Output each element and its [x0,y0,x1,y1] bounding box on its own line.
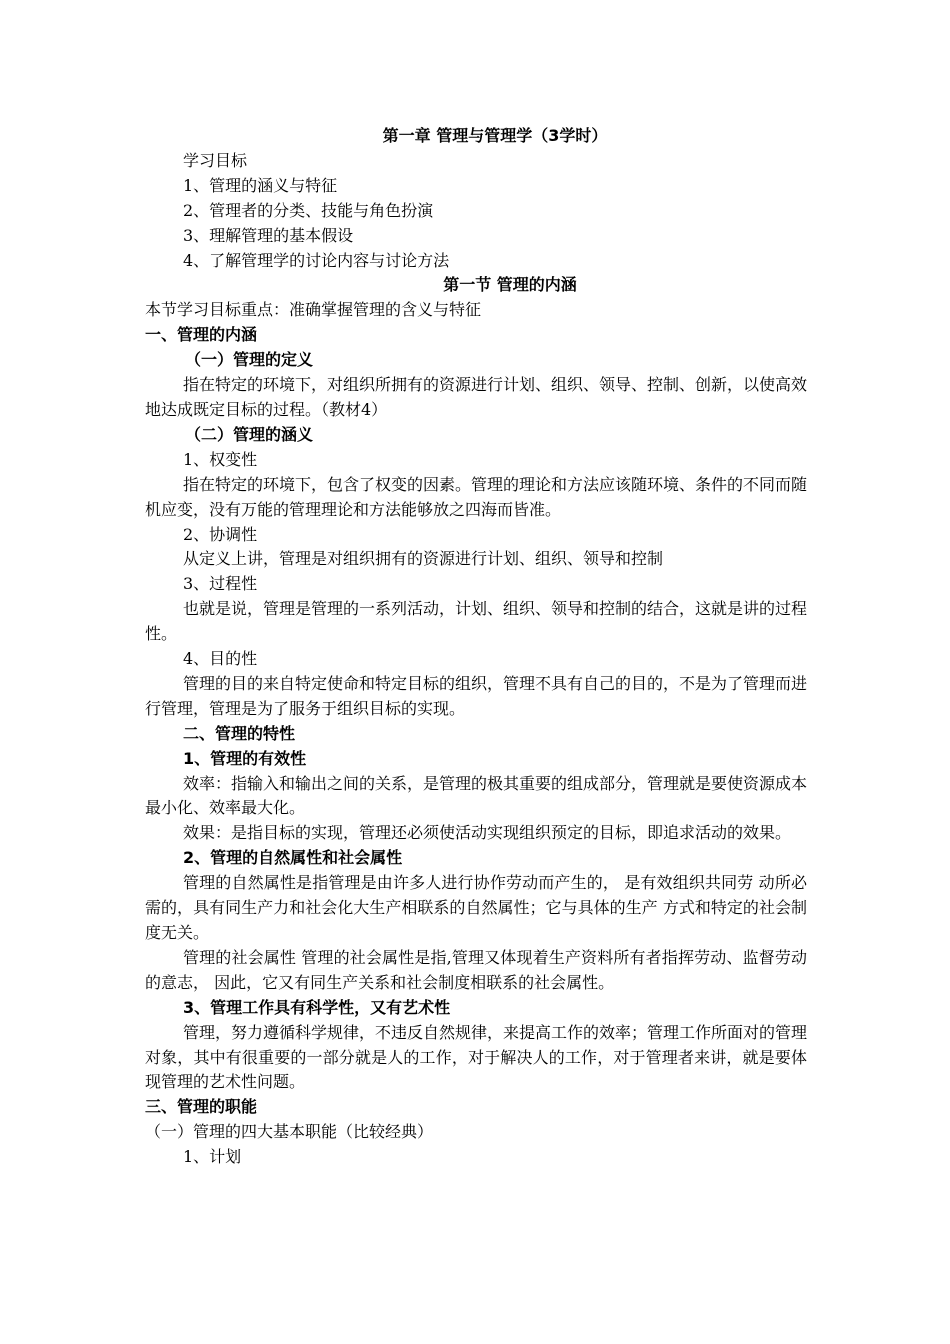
paragraph-social-attribute: 管理的社会属性 管理的社会属性是指,管理又体现着生产资料所有者指挥劳动、监督劳动的意志， 因此，它又有同生产关系和社会制度相联系的社会属性。 [145,947,807,992]
objectives-heading: 学习目标 [183,150,248,170]
item-heading: 1、权变性 [183,449,258,469]
chapter-title: 第一章 管理与管理学（3学时） [382,126,608,145]
paragraph-coordination: 从定义上讲，管理是对组织拥有的资源进行计划、组织、领导和控制 [183,549,664,569]
heading-level3: 2、管理的自然属性和社会属性 [183,848,403,868]
item-heading: 4、目的性 [183,649,258,669]
heading-level3: 3、管理工作具有科学性，又有艺术性 [183,997,451,1017]
heading-level2: （二）管理的涵义 [185,424,314,444]
heading-level2: （一）管理的四大基本职能（比较经典） [145,1122,434,1142]
document-page [145,124,807,1170]
heading-level3: 1、管理的有效性 [183,748,307,768]
objective-item: 4、了解管理学的讨论内容与讨论方法 [183,250,450,270]
paragraph-purpose: 管理的目的来自特定使命和特定目标的组织，管理不具有自己的目的，不是为了管理而进行管理，管理是为了服务于组织目标的实现。 [145,673,808,718]
paragraph-contingency: 指在特定的环境下，包含了权变的因素。管理的理论和方法应该随环境、条件的不同而随机应变，没有万能的管理理论和方法能够放之四海而皆准。 [145,474,808,519]
heading-level1: 一、管理的内涵 [145,325,258,345]
objective-item: 3、理解管理的基本假设 [183,225,354,245]
paragraph-definition: 指在特定的环境下，对组织所拥有的资源进行计划、组织、领导、控制、创新，以使高效地达成既定目标的过程。（教材4） [145,375,808,419]
objective-item: 1、管理的涵义与特征 [183,175,338,195]
section-title: 第一节 管理的内涵 [443,275,577,295]
heading-level1: 二、管理的特性 [183,723,296,743]
objective-item: 2、管理者的分类、技能与角色扮演 [183,200,434,220]
item-heading: 2、协调性 [183,524,258,544]
paragraph-science-art: 管理，努力遵循科学规律，不违反自然规律，来提高工作的效率；管理工作所面对的管理对象，其中有很重要的一部分就是人的工作，对于解决人的工作，对于管理者来讲，就是要体现管理的艺术性问题。 [145,1022,808,1092]
heading-level2: （一）管理的定义 [185,350,314,370]
paragraph-efficiency: 效率：指输入和输出之间的关系，是管理的极其重要的组成部分，管理就是要使资源成本最小化、效率最大化。 [145,773,808,818]
paragraph-process: 也就是说，管理是管理的一系列活动，计划、组织、领导和控制的结合，这就是讲的过程性。 [145,599,808,644]
item-heading: 3、过程性 [183,574,258,594]
item-heading: 1、计划 [183,1147,242,1167]
paragraph-natural-attribute: 管理的自然属性是指管理是由许多人进行协作劳动而产生的， 是有效组织共同劳 动所必需的，具有同生产力和社会化大生产相联系的自然属性；它与具体的生产 方式和特定的社会制度无关。 [145,873,807,942]
heading-level1: 三、管理的职能 [145,1097,258,1117]
paragraph-effect: 效果：是指目标的实现，管理还必须使活动实现组织预定的目标，即追求活动的效果。 [183,823,792,843]
section-focus: 本节学习目标重点：准确掌握管理的含义与特征 [145,300,482,320]
